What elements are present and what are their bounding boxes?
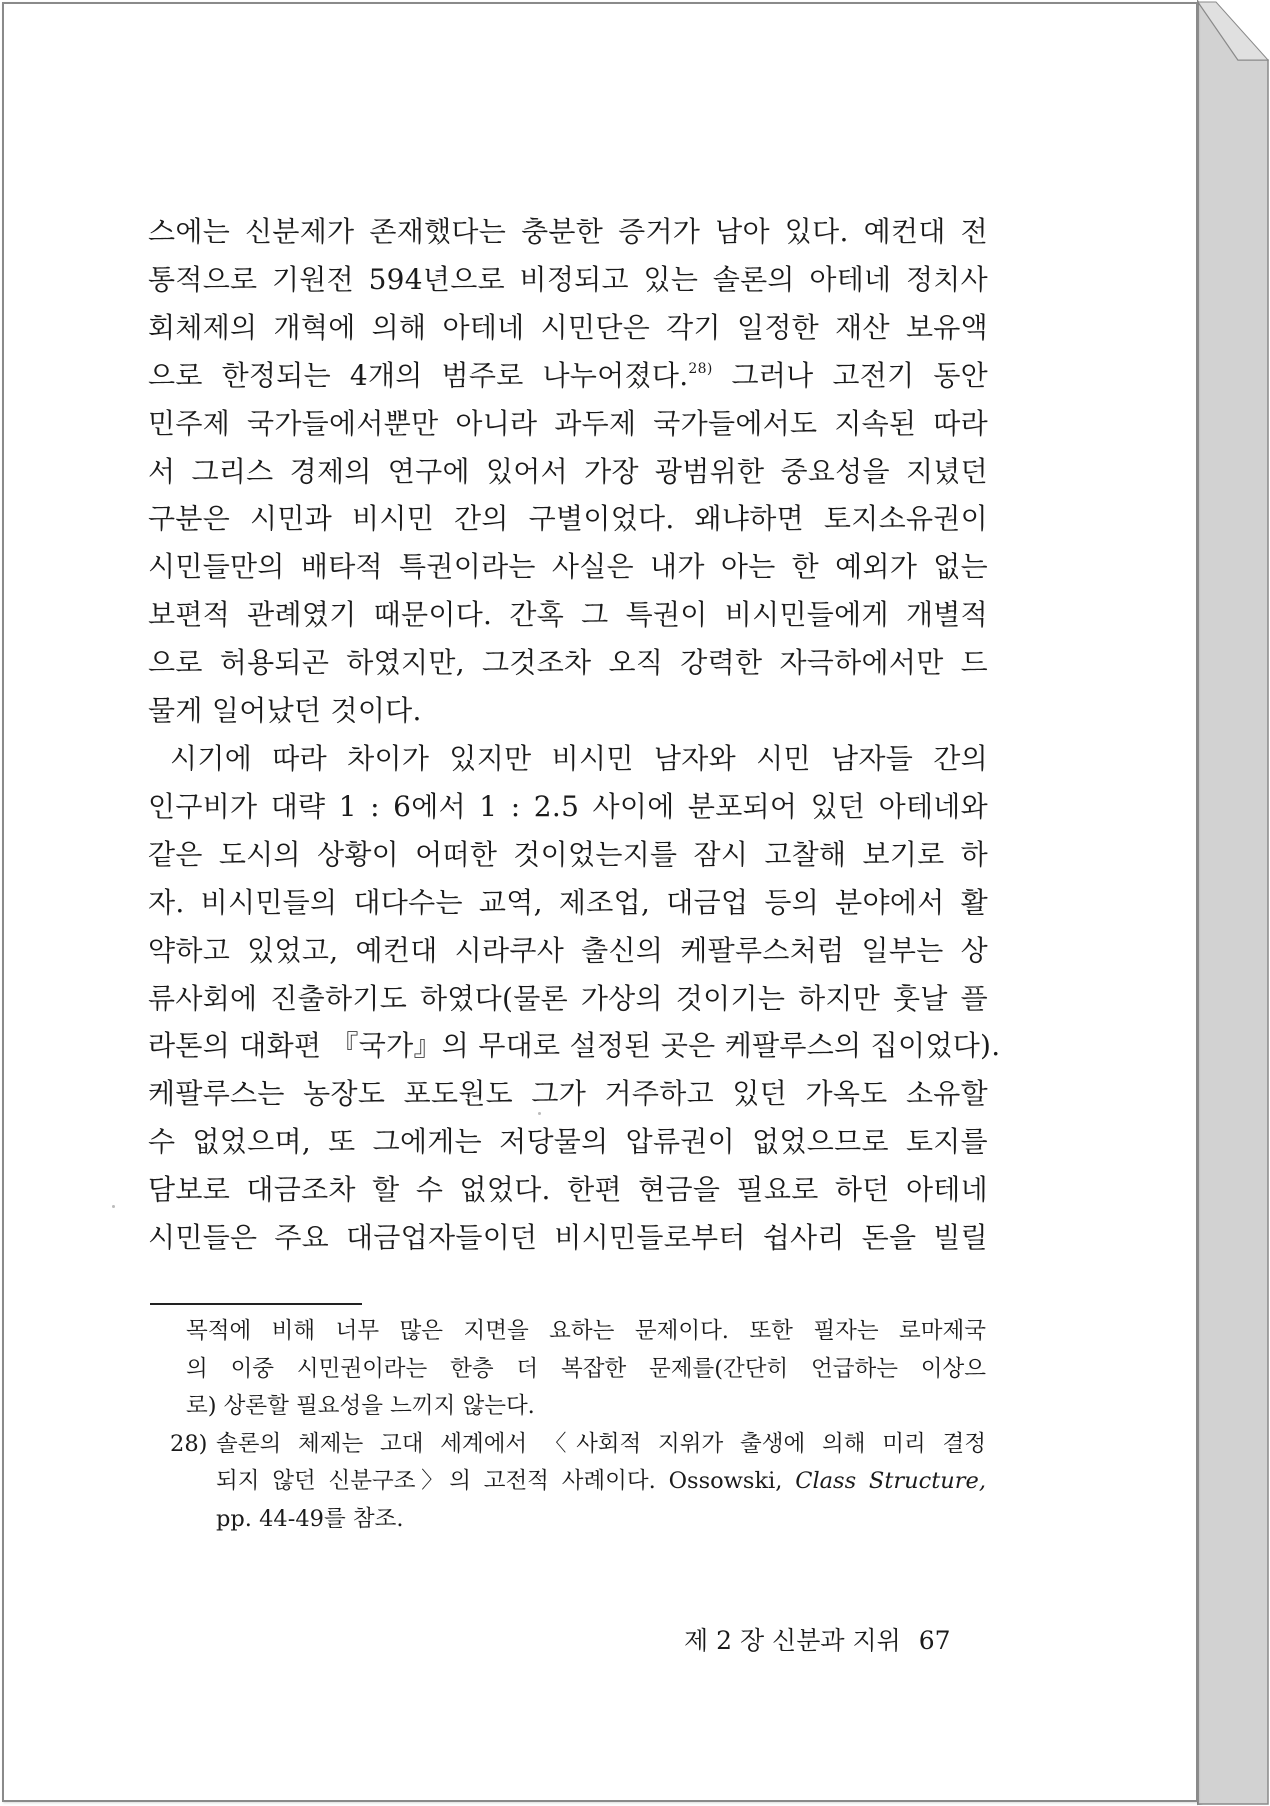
footnotes: [170, 1313, 986, 1538]
text-line: 시민들은 주요 대금업자들이던 비시민들로부터 쉽사리 돈을 빌릴: [148, 1221, 988, 1255]
text-line: 수 없었으며, 또 그에게는 저당물의 압류권이 없었으므로 토지를: [148, 1125, 988, 1159]
text-line: 류사회에 진출하기도 하였다(물론 가상의 것이기는 하지만 훗날 플: [148, 981, 988, 1015]
text-line: 으로 허용되곤 하였지만, 그것조차 오직 강력한 자극하에서만 드: [148, 646, 988, 680]
text-line: 케팔루스는 농장도 포도원도 그가 거주하고 있던 가옥도 소유할: [148, 1077, 988, 1111]
text-line: 시민들만의 배타적 특권이라는 사실은 내가 아는 한 예외가 없는: [148, 550, 988, 584]
paper-speck: [538, 1112, 541, 1115]
footnote-line: 로) 상론할 필요성을 느끼지 않는다.: [186, 1393, 535, 1419]
text-line: 인구비가 대략 1 : 6에서 1 : 2.5 사이에 분포되어 있던 아테네와: [148, 789, 988, 823]
footnote-line: pp. 44-49를 참조.: [216, 1505, 404, 1532]
text-line: 보편적 관례였기 때문이다. 간혹 그 특권이 비시민들에게 개별적: [148, 598, 988, 632]
text-line: 통적으로 기원전 594년으로 비정되고 있는 솔론의 아테네 정치사: [148, 262, 988, 296]
text-line: 민주제 국가들에서뿐만 아니라 과두제 국가들에서도 지속된 따라: [148, 406, 988, 440]
footnote-divider: [150, 1303, 362, 1305]
text-line: 스에는 신분제가 존재했다는 충분한 증거가 남아 있다. 예컨대 전: [148, 215, 988, 248]
footnote-body: [186, 1426, 986, 1539]
chapter-title: 제 2 장 신분과 지위: [684, 1626, 901, 1655]
text-line: 담보로 대금조차 할 수 없었다. 한편 현금을 필요로 하던 아테네: [148, 1173, 988, 1207]
text-line: 약하고 있었고, 예컨대 시라쿠사 출신의 케팔루스처럼 일부는 상: [148, 933, 988, 967]
main-text: [148, 208, 1001, 1262]
text-segment: 으로 한정되는 4개의 범주로 나누어졌다.: [148, 358, 689, 392]
text-line: 구분은 시민과 비시민 간의 구별이었다. 왜냐하면 토지소유권이: [148, 502, 988, 536]
footnote-number: 28): [170, 1430, 208, 1457]
footnote-line: [216, 1463, 986, 1501]
footnote-line: 의 이중 시민권이라는 한층 더 복잡한 문제를(간단히 언급하는 이상으: [186, 1355, 986, 1382]
text-segment: 그러나 고전기 동안: [712, 358, 989, 392]
footnote-segment: 되지 않던 신분구조〉의 고전적 사례이다. Ossowski,: [216, 1468, 796, 1494]
footnote-line: 목적에 비해 너무 많은 지면을 요하는 문제이다. 또한 필자는 로마제국: [186, 1318, 986, 1344]
text-line: 같은 도시의 상황이 어떠한 것이었는지를 잠시 고찰해 보기로 하: [148, 837, 988, 871]
paper-speck: [112, 1205, 115, 1208]
text-line: 자. 비시민들의 대다수는 교역, 제조업, 대금업 등의 분야에서 활: [148, 885, 988, 919]
footnote-line: 솔론의 체제는 고대 세계에서 〈사회적 지위가 출생에 의해 미리 결정: [216, 1430, 986, 1457]
book-title-italic: Class Structure,: [795, 1468, 986, 1494]
text-line: 회체제의 개혁에 의해 아테네 시민단은 각기 일정한 재산 보유액: [148, 310, 988, 344]
text-line: 서 그리스 경제의 연구에 있어서 가장 광범위한 중요성을 지녔던: [148, 454, 988, 488]
text-line: 시기에 따라 차이가 있지만 비시민 남자와 시민 남자들 간의: [170, 741, 988, 775]
footnote-reference: 28): [688, 360, 713, 377]
text-line: 라톤의 대화편 『국가』의 무대로 설정된 곳은 케팔루스의 집이었다).: [148, 1029, 1001, 1063]
text-line-with-footnote: [148, 352, 988, 400]
text-line: 물게 일어났던 것이다.: [148, 694, 422, 728]
page-number: 67: [918, 1626, 951, 1655]
running-footer: [684, 1621, 984, 1657]
footnote-28: [170, 1426, 986, 1539]
